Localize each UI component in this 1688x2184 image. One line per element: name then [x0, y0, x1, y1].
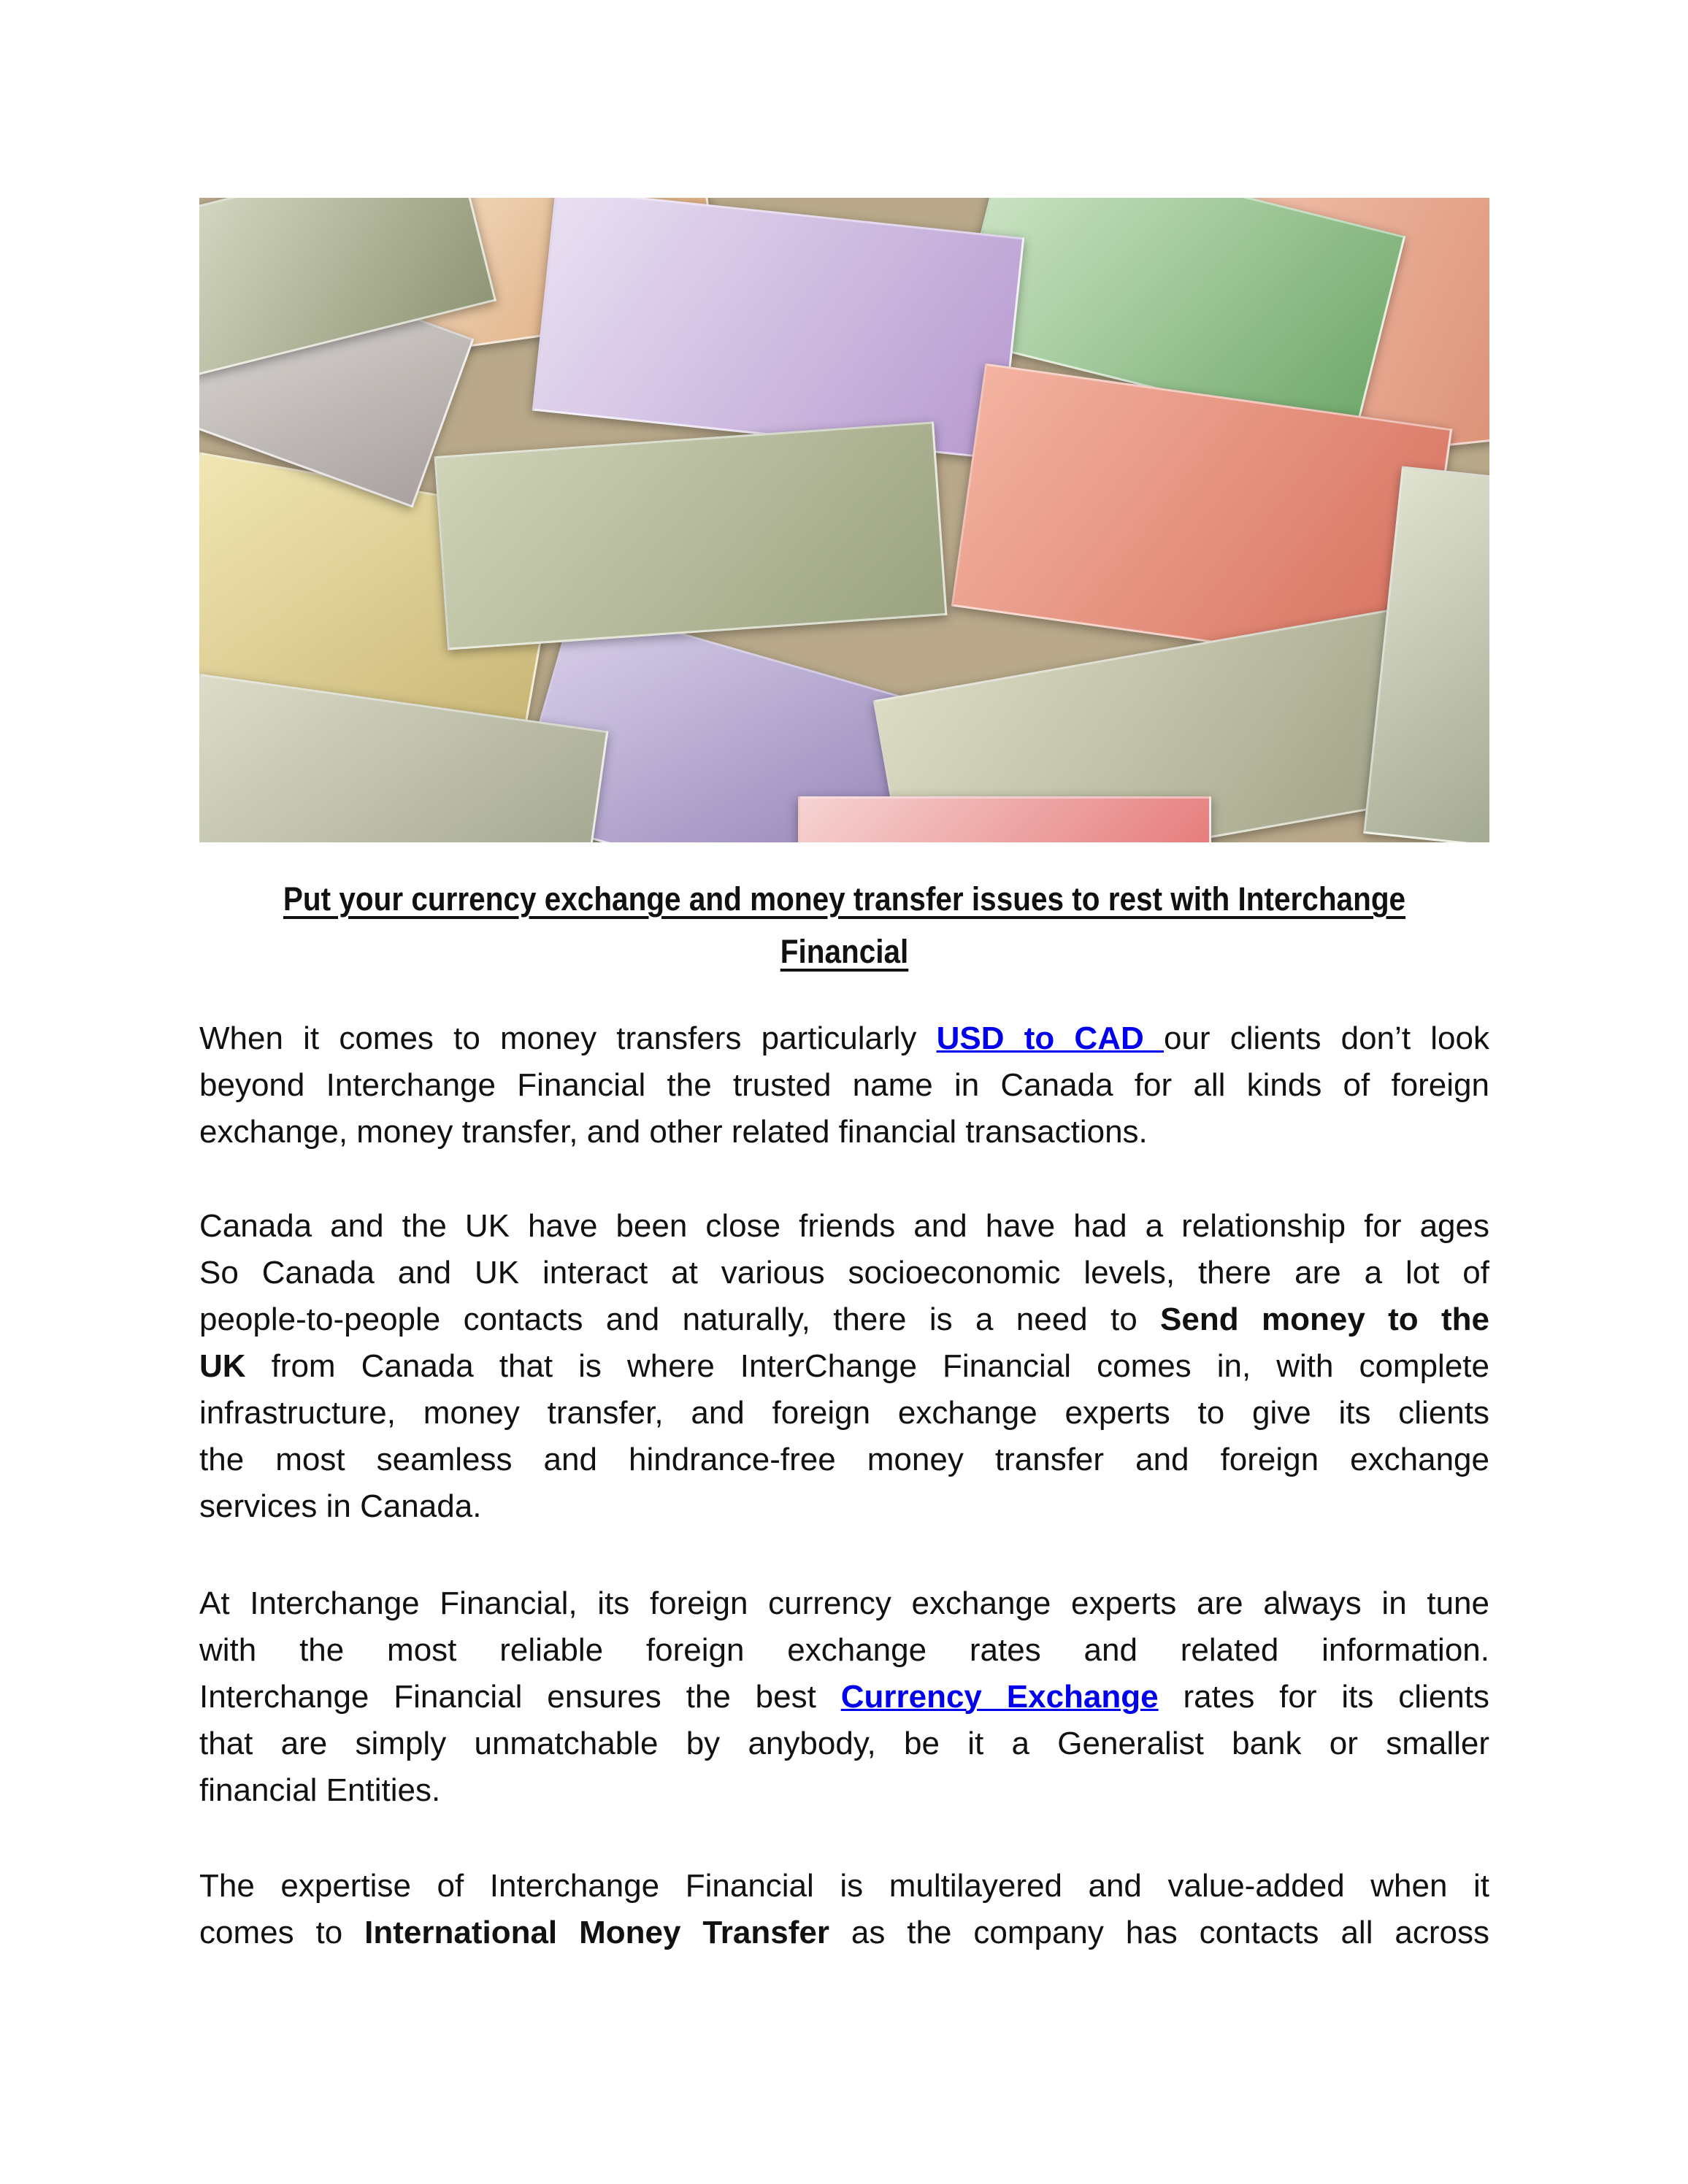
text-line	[199, 1720, 1489, 1767]
link-currency-exchange[interactable]: Currency Exchange	[840, 1679, 1159, 1715]
text-line	[199, 1627, 1489, 1674]
text-line	[199, 1863, 1489, 1910]
page-heading	[264, 880, 1424, 985]
text-line	[199, 1109, 1489, 1156]
text-line	[199, 1910, 1489, 1966]
heading-line-2: Financial	[780, 933, 909, 970]
text-segment: people-to-people contacts and naturally, there is a need to	[199, 1301, 1161, 1337]
text-line	[199, 1580, 1489, 1627]
text-line	[199, 1437, 1489, 1483]
text-segment: Canada and the UK have been close friends and have had a relationship for ages	[199, 1208, 1489, 1244]
banknote-eur-500	[532, 198, 1024, 460]
text-line	[199, 1015, 1489, 1062]
heading-line-1: Put your currency exchange and money transfer issues to rest with Interchange	[283, 880, 1406, 918]
currency-banknotes-image	[199, 198, 1489, 842]
text-segment: comes to	[199, 1915, 365, 1950]
text-segment: rates for its clients	[1158, 1679, 1489, 1715]
text-segment: financial Entities.	[199, 1772, 441, 1808]
text-line	[199, 1483, 1489, 1530]
link-usd-to-cad[interactable]: USD to CAD	[936, 1020, 1164, 1056]
paragraph-international-transfer	[199, 1863, 1489, 1966]
text-segment: the most seamless and hindrance-free money transfer and foreign exchange	[199, 1442, 1489, 1477]
text-line	[199, 1674, 1489, 1720]
text-line	[199, 1062, 1489, 1109]
paragraph-canada-uk	[199, 1203, 1489, 1530]
text-segment: infrastructure, money transfer, and foreign exchange experts to give its clients	[199, 1395, 1489, 1431]
text-line	[199, 1767, 1489, 1814]
text-segment: At Interchange Financial, its foreign currency exchange experts are always in tune	[199, 1585, 1489, 1621]
bold-text: UK	[199, 1348, 246, 1384]
text-line	[199, 1343, 1489, 1390]
text-segment: The expertise of Interchange Financial is multilayered and value-added when it	[199, 1868, 1489, 1904]
text-segment: When it comes to money transfers particularly	[199, 1020, 937, 1056]
banknote-usd-100	[434, 421, 948, 650]
text-segment: services in Canada.	[199, 1488, 482, 1524]
paragraph-usd-to-cad	[199, 1015, 1489, 1156]
banknote-eur-10	[798, 796, 1211, 842]
text-line	[199, 1390, 1489, 1437]
bold-text: Send money to the	[1160, 1301, 1490, 1337]
text-segment: our clients don’t look	[1163, 1020, 1489, 1056]
text-segment: as the company has contacts all across	[829, 1915, 1489, 1950]
text-line	[199, 1250, 1489, 1296]
text-segment: So Canada and UK interact at various socioeconomic levels, there are a lot of	[199, 1255, 1489, 1291]
text-segment: with the most reliable foreign exchange rates and related information.	[199, 1632, 1489, 1668]
text-segment: exchange, money transfer, and other related financial transactions.	[199, 1114, 1148, 1150]
text-segment: beyond Interchange Financial the trusted name in Canada for all kinds of foreign	[199, 1067, 1489, 1103]
paragraph-exchange-rates	[199, 1580, 1489, 1814]
text-segment: Interchange Financial ensures the best	[199, 1679, 841, 1715]
text-segment: from Canada that is where InterChange Financial comes in, with complete	[245, 1348, 1489, 1384]
text-line	[199, 1203, 1489, 1250]
text-segment: that are simply unmatchable by anybody, be it a Generalist bank or smaller	[199, 1726, 1489, 1761]
bold-text: International Money Transfer	[364, 1915, 829, 1950]
text-line	[199, 1296, 1489, 1343]
